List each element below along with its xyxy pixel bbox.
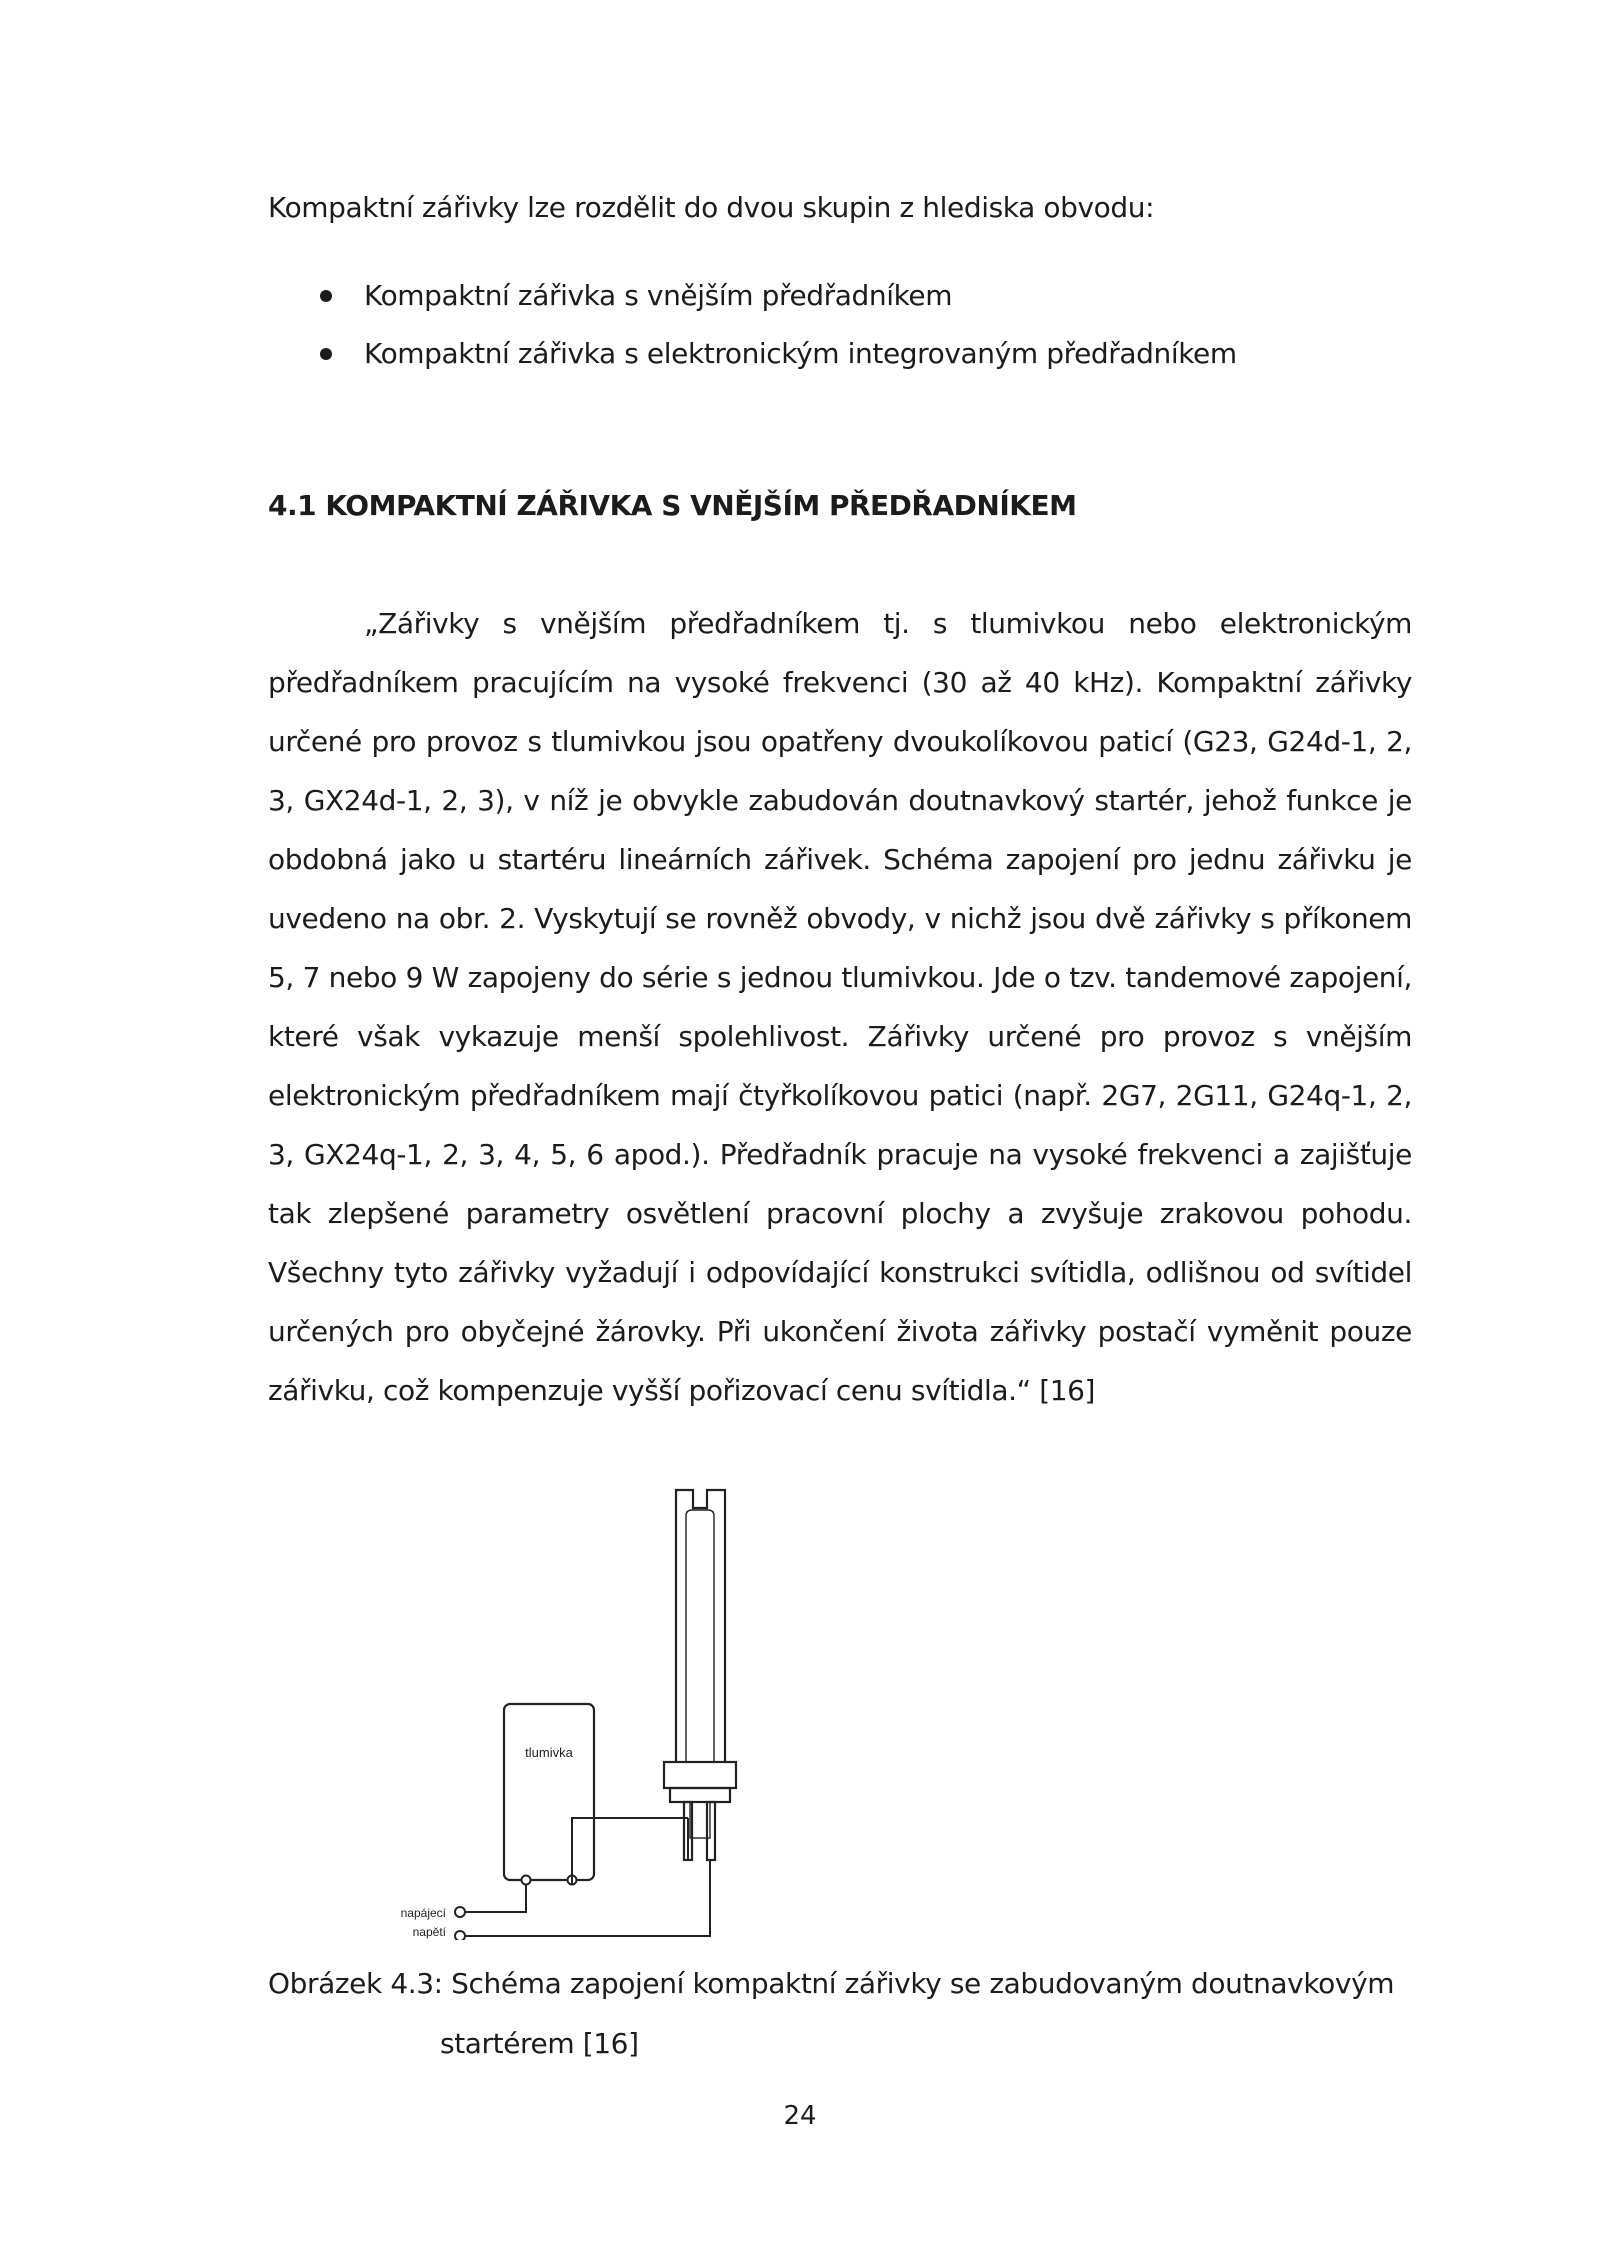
list-item	[268, 274, 1237, 332]
list-item-text: Kompaktní zářivka s elektronickým integrovaným předřadníkem	[364, 337, 1237, 370]
figure-caption-line2: startérem [16]	[440, 2027, 639, 2060]
bullet-icon	[320, 348, 332, 360]
body-paragraph: „Zářivky s vnějším předřadníkem tj. s tlumivkou nebo elektronickým předřadníkem pracujícím na vysoké frekvenci (30 až 40 kHz). Kompaktní zářivky určené pro provoz s tlumivkou jsou opatřeny dvoukolíkovou paticí (G23, G24d-1, 2, 3, GX24d-1, 2, 3), v níž je obvykle zabudován doutnavkový startér, jehož funkce je obdobná jako u startéru lineárních zářivek. Schéma zapojení pro jednu zářivku je uvedeno na obr. 2. Vyskytují se rovněž obvody, v nichž jsou dvě zářivky s příkonem 5, 7 nebo 9 W zapojeny do série s jednou tlumivkou. Jde o tzv. tandemové zapojení, které však vykazuje menší spolehlivost. Zářivky určené pro provoz s vnějším elektronickým předřadníkem mají čtyřkolíkovou patici (např. 2G7, 2G11, G24q-1, 2, 3, GX24q-1, 2, 3, 4, 5, 6 apod.). Předřadník pracuje na vysoké frekvenci a zajišťuje tak zlepšené parametry osvětlení pracovní plochy a zvyšuje zrakovou pohodu. Všechny tyto zářivky vyžadují i odpovídající konstrukci svítidla, odlišnou od svítidel určených pro obyčejné žárovky. Při ukončení života zářivky postačí vyměnit pouze zářivku, což kompenzuje vyšší pořizovací cenu svítidla.“ [16]	[268, 607, 1412, 1407]
ballast-label: tlumivka	[525, 1745, 573, 1760]
bullet-list	[268, 274, 1237, 390]
list-item-text: Kompaktní zářivka s vnějším předřadníkem	[364, 279, 953, 312]
section-heading: 4.1 KOMPAKTNÍ ZÁŘIVKA S VNĚJŠÍM PŘEDŘADNÍKEM	[268, 489, 1077, 522]
ballast-box	[504, 1704, 594, 1885]
supply-label-line2: napětí	[412, 1925, 446, 1939]
bullet-icon	[320, 290, 332, 302]
supply-label-line1: napájecí	[400, 1906, 446, 1920]
list-item	[268, 332, 1237, 390]
supply-terminals	[401, 1906, 465, 1940]
wiring-diagram	[350, 1480, 790, 1940]
compact-lamp	[664, 1490, 736, 1860]
page-number: 24	[783, 2101, 817, 2131]
figure-caption-line1: Obrázek 4.3: Schéma zapojení kompaktní zářivky se zabudovaným doutnavkovým	[268, 1967, 1395, 2000]
intro-text: Kompaktní zářivky lze rozdělit do dvou skupin z hlediska obvodu:	[268, 191, 1155, 224]
